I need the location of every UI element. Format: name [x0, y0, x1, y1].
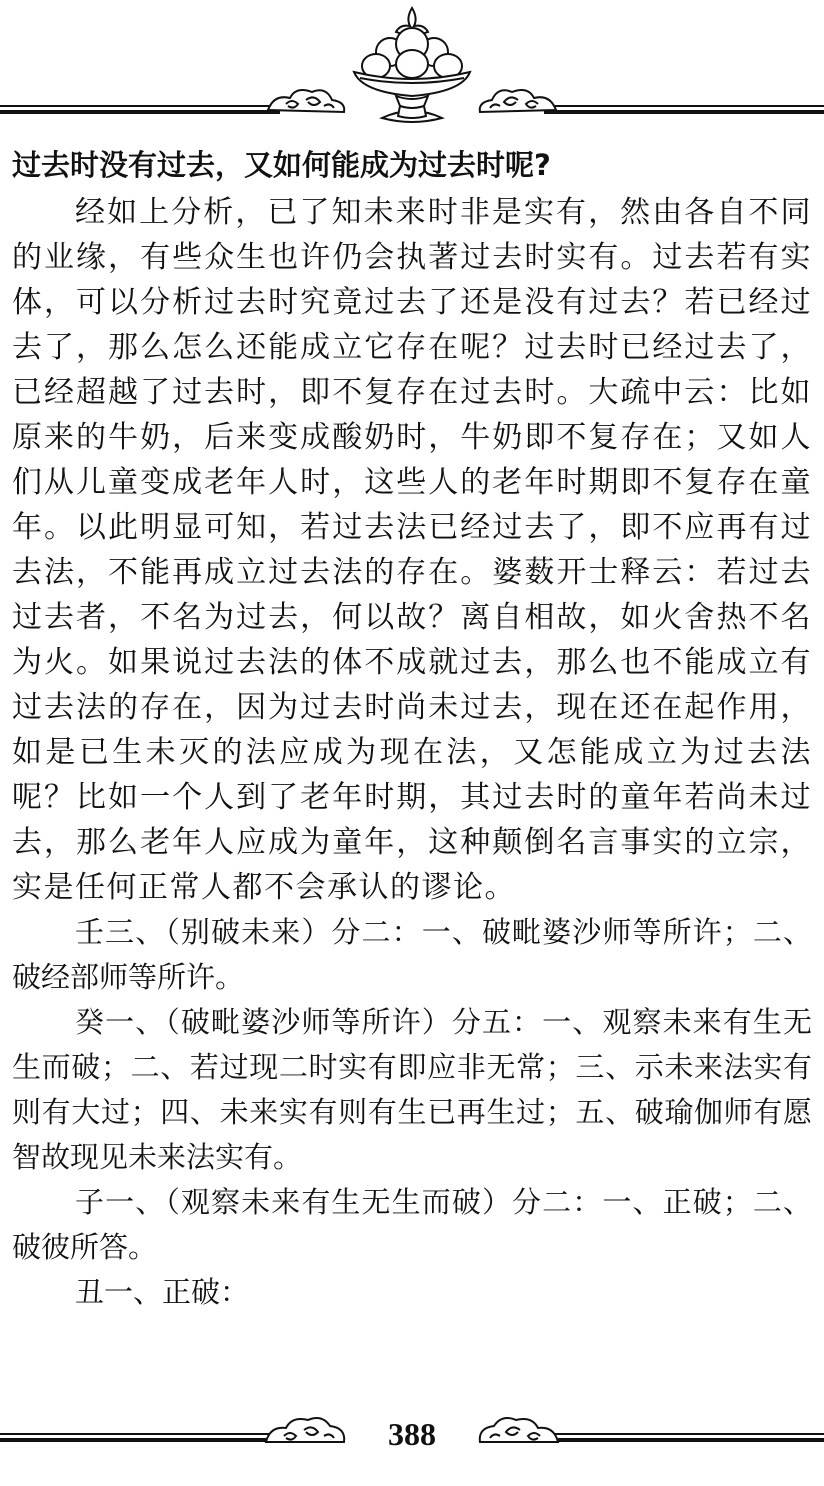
- header-rule-right: [544, 106, 824, 112]
- body-paragraph: 经如上分析，已了知未来时非是实有，然由各自不同的业缘，有些众生也许仍会执著过去时实有。过去若有实体，可以分析过去时究竟过去了还是没有过去？若已经过去了，那么怎么还能成立它存在呢？过去时已经过去了，已经超越了过去时，即不复存在过去时。大疏中云：比如原来的牛奶，后来变成酸奶时，牛奶即不复存在；又如人们从儿童变成老年人时，这些人的老年时期即不复存在童年。以此明显可知，若过去法已经过去了，即不应再有过去法，不能再成立过去法的存在。婆薮开士释云：若过去过去者，不名为过去，何以故？离自相故，如火舍热不名为火。如果说过去法的体不成就过去，那么也不能成立有过去法的存在，因为过去时尚未过去，现在还在起作用，如是已生未灭的法应成为现在法，又怎能成立为过去法呢？比如一个人到了老年时期，其过去时的童年若尚未过去，那么老年人应成为童年，这种颠倒名言事实的立宗，实是任何正常人都不会承认的谬论。: [12, 195, 812, 905]
- offering-bowl-icon: [354, 8, 470, 122]
- outline-item: 癸一、（破毗婆沙师等所许）分五：一、观察未来有生无生而破；二、若过现二时实有即应非无常；三、示未来法实有则有大过；四、未来实有则有生已再生过；五、破瑜伽师有愿智故现见未来法实有。: [12, 1005, 812, 1174]
- cloud-left-icon: [268, 90, 344, 112]
- cloud-right-icon: [480, 90, 556, 112]
- header-rule-left: [0, 106, 280, 112]
- outline-item: 壬三、（别破未来）分二：一、破毗婆沙师等所许；二、破经部师等所许。: [12, 915, 812, 994]
- outline-item: 丑一、正破：: [75, 1275, 250, 1309]
- section-heading: 过去时没有过去，又如何能成为过去时呢?: [12, 148, 551, 182]
- header-ornament: [0, 0, 824, 140]
- page-body: [12, 140, 812, 1315]
- outline-item: 子一、（观察未来有生无生而破）分二：一、正破；二、破彼所答。: [12, 1185, 812, 1264]
- page-number: 388: [388, 1416, 436, 1452]
